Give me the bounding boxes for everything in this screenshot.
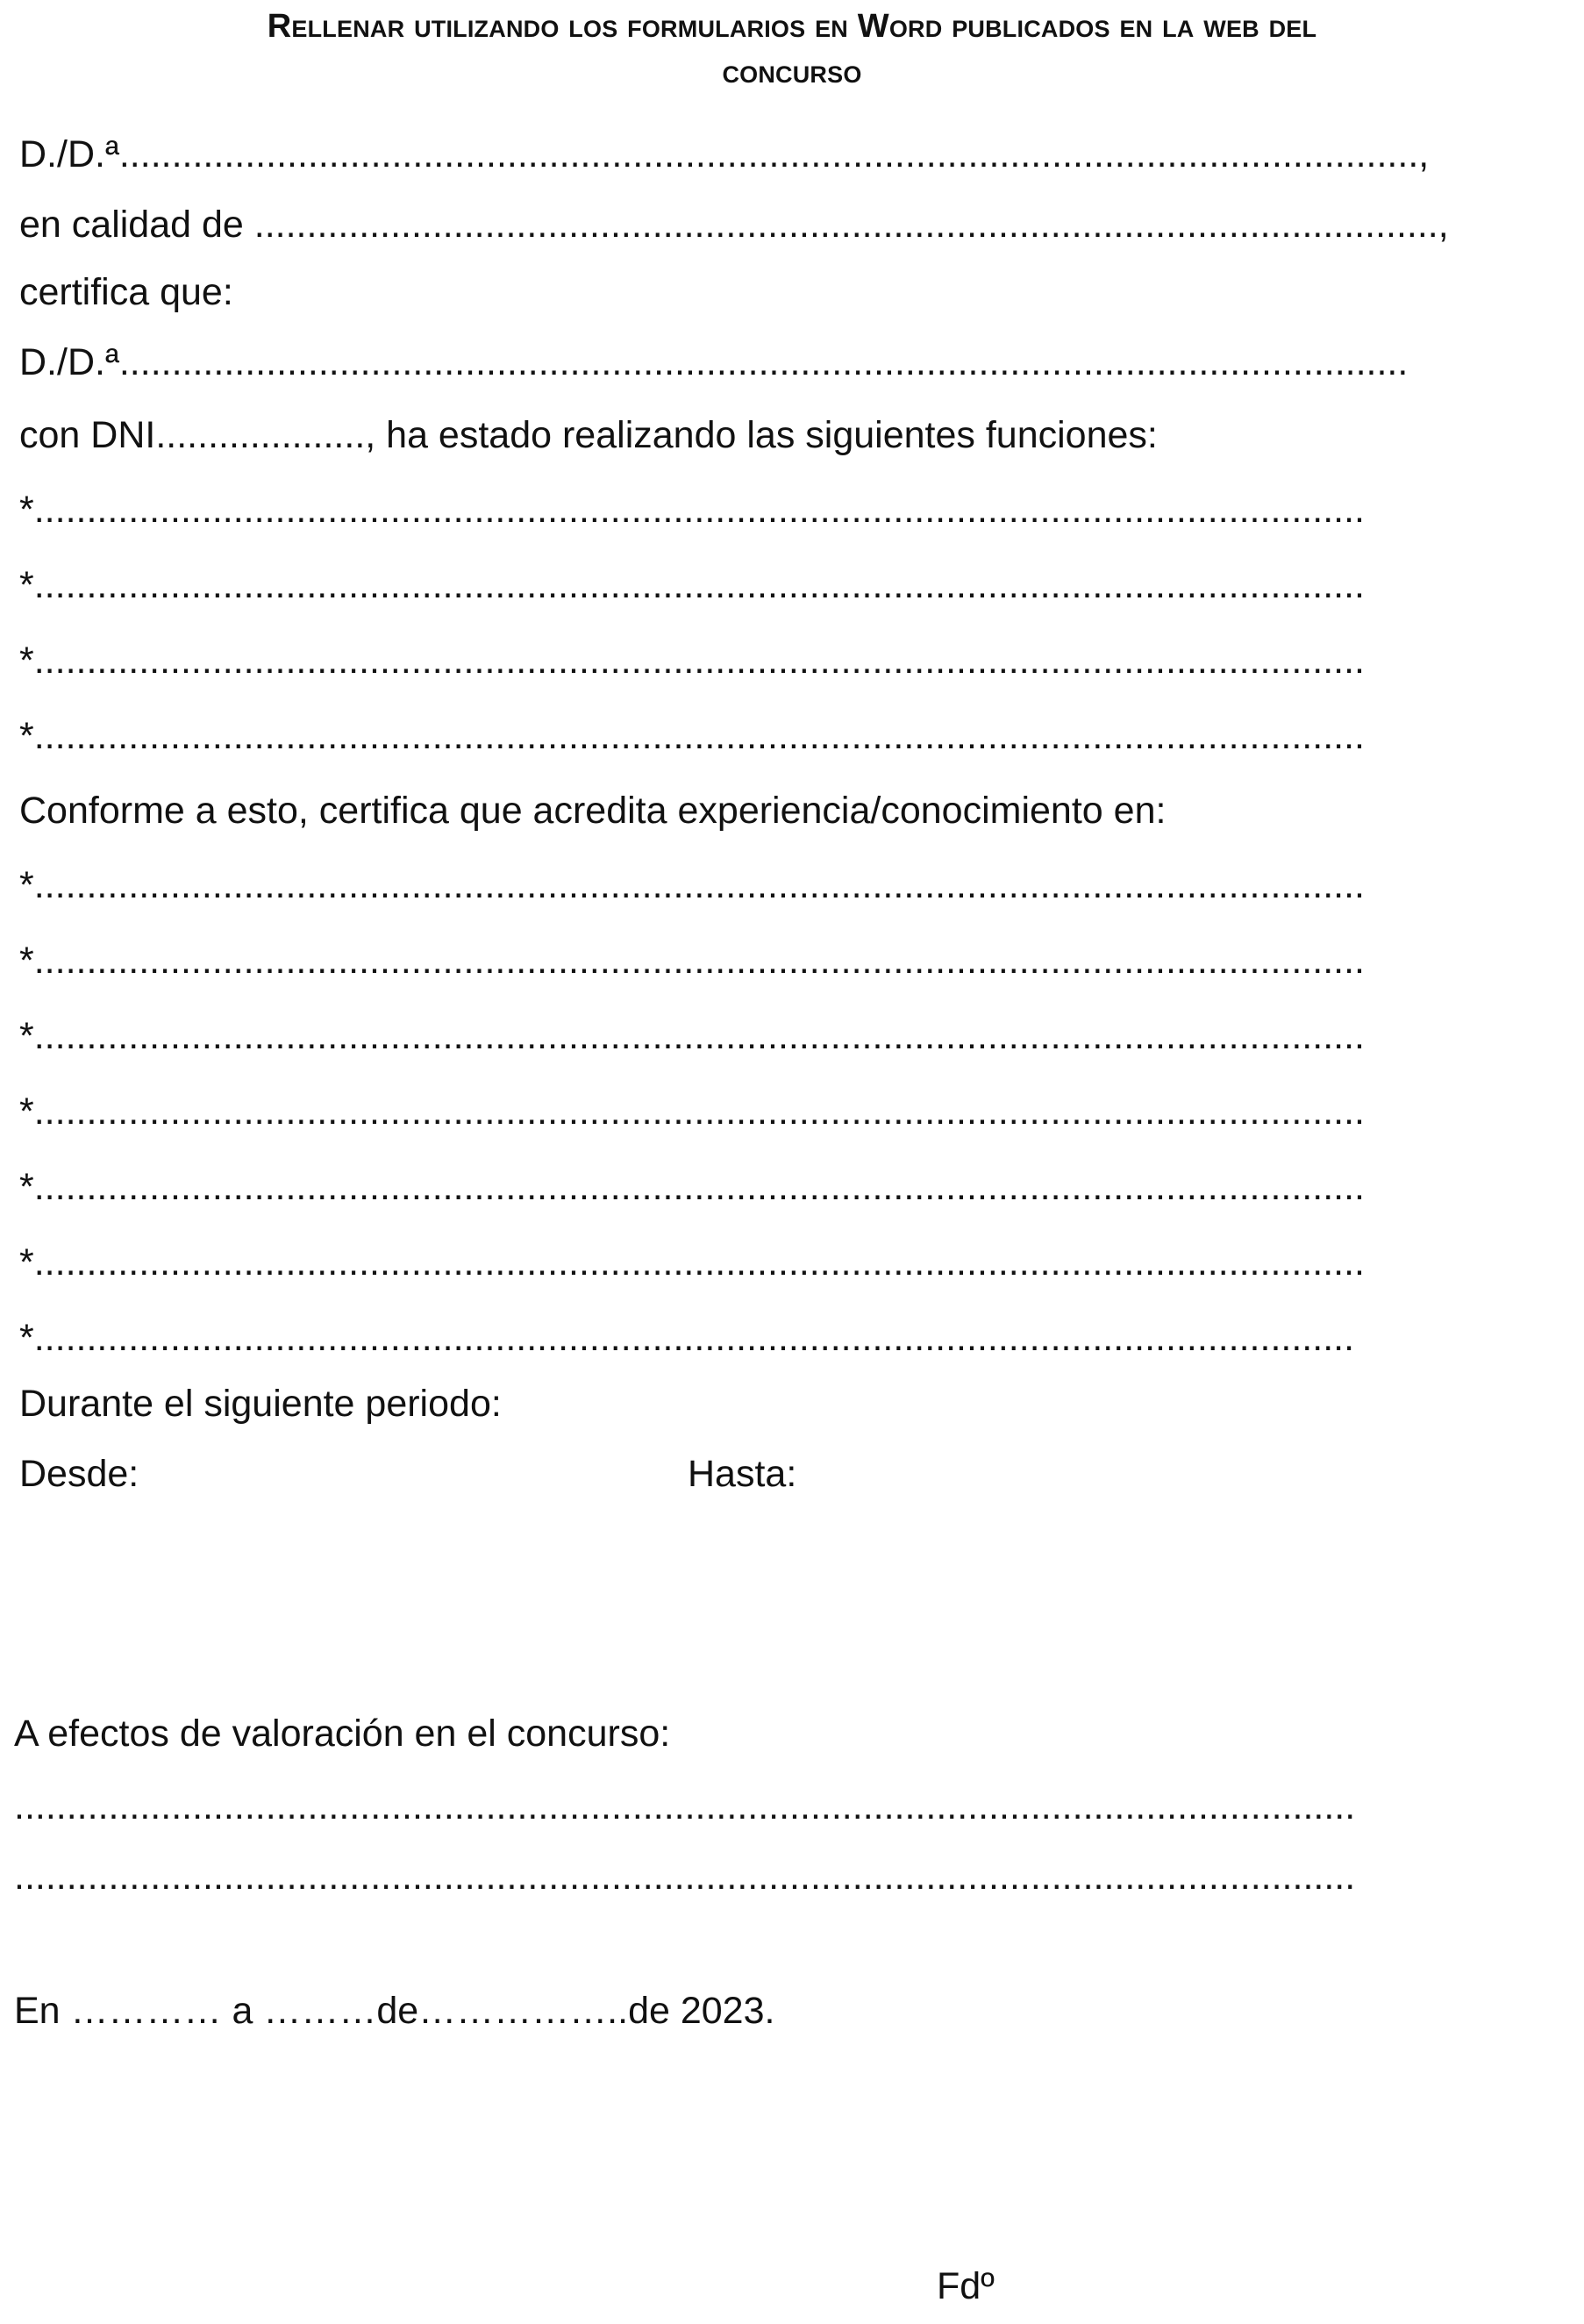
experience-item-1[interactable]: *............................................................................................................................... [19, 864, 1365, 906]
employee-name-field[interactable]: D./D.ª........................................................................................................................... [19, 341, 1409, 383]
valuation-intro: A efectos de valoración en el concurso: [14, 1713, 671, 1755]
valuation-line-1[interactable]: ................................................................................................................................ [14, 1785, 1356, 1827]
period-row [19, 1451, 1572, 1497]
experience-intro: Conforme a esto, certifica que acredita experiencia/conocimiento en: [19, 790, 1167, 832]
experience-item-4[interactable]: *............................................................................................................................... [19, 1090, 1365, 1133]
place-date-field[interactable]: En ………… a ………de……………..de 2023. [14, 1990, 775, 2032]
function-item-4[interactable]: *............................................................................................................................... [19, 715, 1365, 757]
header-title-line2: concurso [722, 54, 862, 90]
form-header [35, 4, 1549, 95]
period-intro: Durante el siguiente periodo: [19, 1383, 502, 1425]
experience-item-6[interactable]: *............................................................................................................................... [19, 1241, 1365, 1284]
function-item-3[interactable]: *............................................................................................................................... [19, 640, 1365, 682]
certifier-role-field[interactable]: en calidad de ................................................................................................................., [19, 204, 1449, 246]
experience-item-7[interactable]: *.............................................................................................................................. [19, 1317, 1355, 1359]
certifier-name-field[interactable]: D./D.ª............................................................................................................................, [19, 133, 1430, 175]
valuation-line-2[interactable]: ................................................................................................................................ [14, 1856, 1356, 1898]
signature-label: Fdº [937, 2265, 995, 2307]
experience-item-2[interactable]: *............................................................................................................................... [19, 940, 1365, 982]
header-title-line1: Rellenar utilizando los formularios en Word publicados en la web del [267, 8, 1317, 45]
employee-dni-field[interactable]: con DNI...................., ha estado realizando las siguientes funciones: [19, 414, 1158, 456]
period-to-field[interactable]: Hasta: [688, 1453, 797, 1495]
experience-item-3[interactable]: *............................................................................................................................... [19, 1015, 1365, 1057]
function-item-2[interactable]: *............................................................................................................................... [19, 564, 1365, 606]
certifies-label: certifica que: [19, 271, 233, 313]
experience-item-5[interactable]: *............................................................................................................................... [19, 1166, 1365, 1208]
function-item-1[interactable]: *............................................................................................................................... [19, 489, 1365, 531]
period-from-field[interactable]: Desde: [19, 1453, 139, 1495]
